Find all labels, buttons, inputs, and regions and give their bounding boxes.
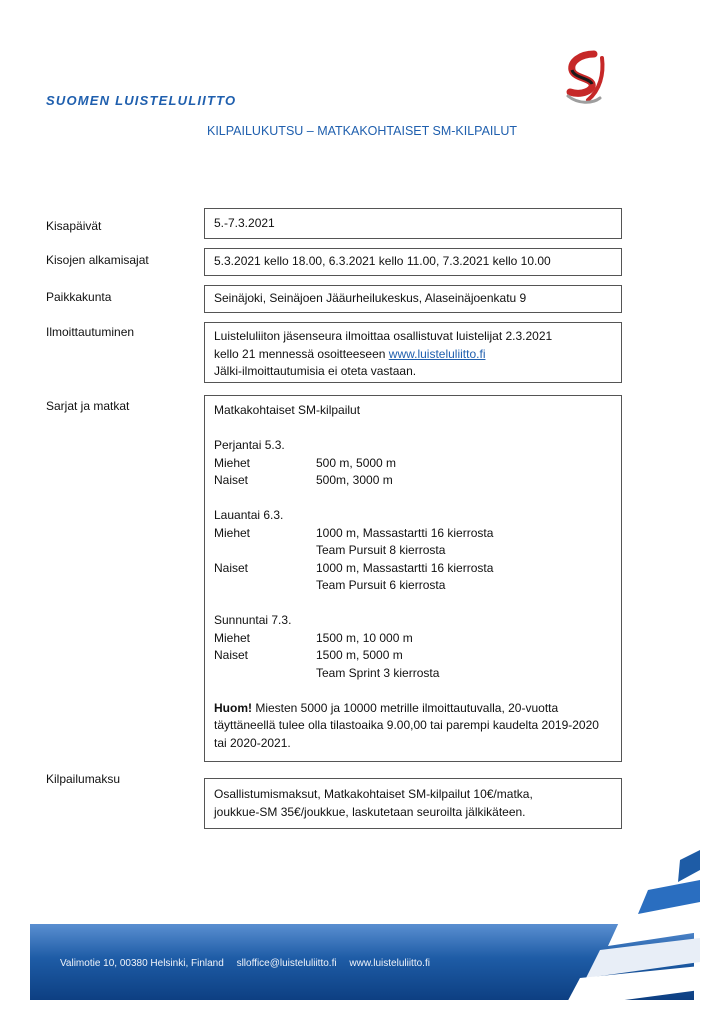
start-times-box: [204, 248, 622, 276]
series-heading: Matkakohtaiset SM-kilpailut: [214, 403, 361, 417]
venue-label: Paikkakunta: [46, 290, 112, 304]
friday-men-events: 500 m, 5000 m: [316, 455, 397, 470]
date-box: [204, 208, 622, 239]
series-box: [204, 395, 622, 762]
registration-line3: Jälki-ilmoittautumisia ei oteta vastaan.: [214, 364, 417, 378]
saturday-women-events-2: Team Pursuit 6 kierrosta: [316, 578, 446, 592]
saturday-women-events: 1000 m, Massastartti 16 kierrosta: [316, 560, 494, 575]
friday-women-label: Naiset: [214, 473, 249, 487]
friday-men-label: Miehet: [214, 455, 251, 470]
registration-line1: Luisteluliiton jäsenseura ilmoittaa osallistuvat luistelijat 2.3.2021: [214, 329, 553, 343]
series-note-text: Miesten 5000 ja 10000 metrille ilmoittautuvalla, 20-vuotta täyttäneellä tulee olla tilastoaika 9.00,00 tai parempi kaudelta 2019-2020 tai 2020-2021.: [214, 700, 599, 750]
footer-email[interactable]: slloffice@luisteluliitto.fi: [236, 958, 337, 969]
date-value: 5.-7.3.2021: [214, 216, 275, 230]
saturday-men-label: Miehet: [214, 525, 251, 540]
footer-website[interactable]: www.luisteluliitto.fi: [349, 958, 430, 969]
document-title: KILPAILUKUTSU – MATKAKOHTAISET SM-KILPAILUT: [206, 124, 518, 138]
saturday-day: Lauantai 6.3.: [214, 508, 284, 522]
sunday-women-events-2: Team Sprint 3 kierrosta: [316, 665, 440, 680]
registration-label: Ilmoittautuminen: [46, 325, 135, 339]
friday-women-events: 500m, 3000 m: [316, 473, 393, 487]
friday-women-row: [214, 472, 612, 490]
footer-address: Valimotie 10, 00380 Helsinki, Finland: [60, 958, 224, 969]
sunday-women-label: Naiset: [214, 648, 249, 662]
fee-label: Kilpailumaksu: [46, 772, 121, 786]
series-note-bold: Huom!: [214, 700, 252, 715]
saturday-men-events-2: Team Pursuit 8 kierrosta: [316, 543, 446, 557]
registration-line2-text: kello 21 mennessä osoitteeseen: [214, 346, 389, 361]
series-note: [214, 700, 612, 753]
fee-box: [204, 778, 622, 829]
sunday-men-events: 1500 m, 10 000 m: [316, 630, 413, 645]
friday-day: Perjantai 5.3.: [214, 438, 285, 452]
s-swoosh-logo-icon: [560, 50, 610, 106]
saturday-women-label: Naiset: [214, 560, 249, 575]
saturday-men-row: [214, 525, 612, 543]
start-times-label: Kisojen alkamisajat: [46, 253, 149, 267]
saturday-men-row-2: [214, 542, 612, 560]
saturday-men-events: 1000 m, Massastartti 16 kierrosta: [316, 525, 494, 540]
registration-line2: [214, 346, 612, 364]
sunday-men-label: Miehet: [214, 630, 251, 645]
date-label: Kisapäivät: [46, 219, 102, 233]
venue-value: Seinäjoki, Seinäjoen Jääurheilukeskus, Alaseinäjoenkatu 9: [214, 291, 527, 305]
registration-website-link[interactable]: www.luisteluliitto.fi: [388, 346, 486, 361]
venue-box: [204, 285, 622, 313]
sunday-women-events: 1500 m, 5000 m: [316, 648, 403, 662]
organization-name: SUOMEN LUISTELULIITTO: [46, 93, 237, 108]
stripes-decoration-icon: [560, 850, 700, 1010]
start-times-value: 5.3.2021 kello 18.00, 6.3.2021 kello 11.00, 7.3.2021 kello 10.00: [214, 254, 551, 268]
fee-line1: Osallistumismaksut, Matkakohtaiset SM-kilpailut 10€/matka,: [214, 787, 533, 801]
sunday-men-row: [214, 630, 612, 648]
footer-contact: [60, 958, 440, 969]
fee-line2: joukkue-SM 35€/joukkue, laskutetaan seuroilta jälkikäteen.: [214, 804, 526, 819]
series-label: Sarjat ja matkat: [46, 399, 130, 413]
friday-men-row: [214, 455, 612, 473]
sunday-day: Sunnuntai 7.3.: [214, 613, 292, 627]
saturday-women-row-2: [214, 577, 612, 595]
sunday-women-row-2: [214, 665, 612, 683]
registration-box: [204, 322, 622, 383]
sunday-women-row: [214, 647, 612, 665]
saturday-women-row: [214, 560, 612, 578]
